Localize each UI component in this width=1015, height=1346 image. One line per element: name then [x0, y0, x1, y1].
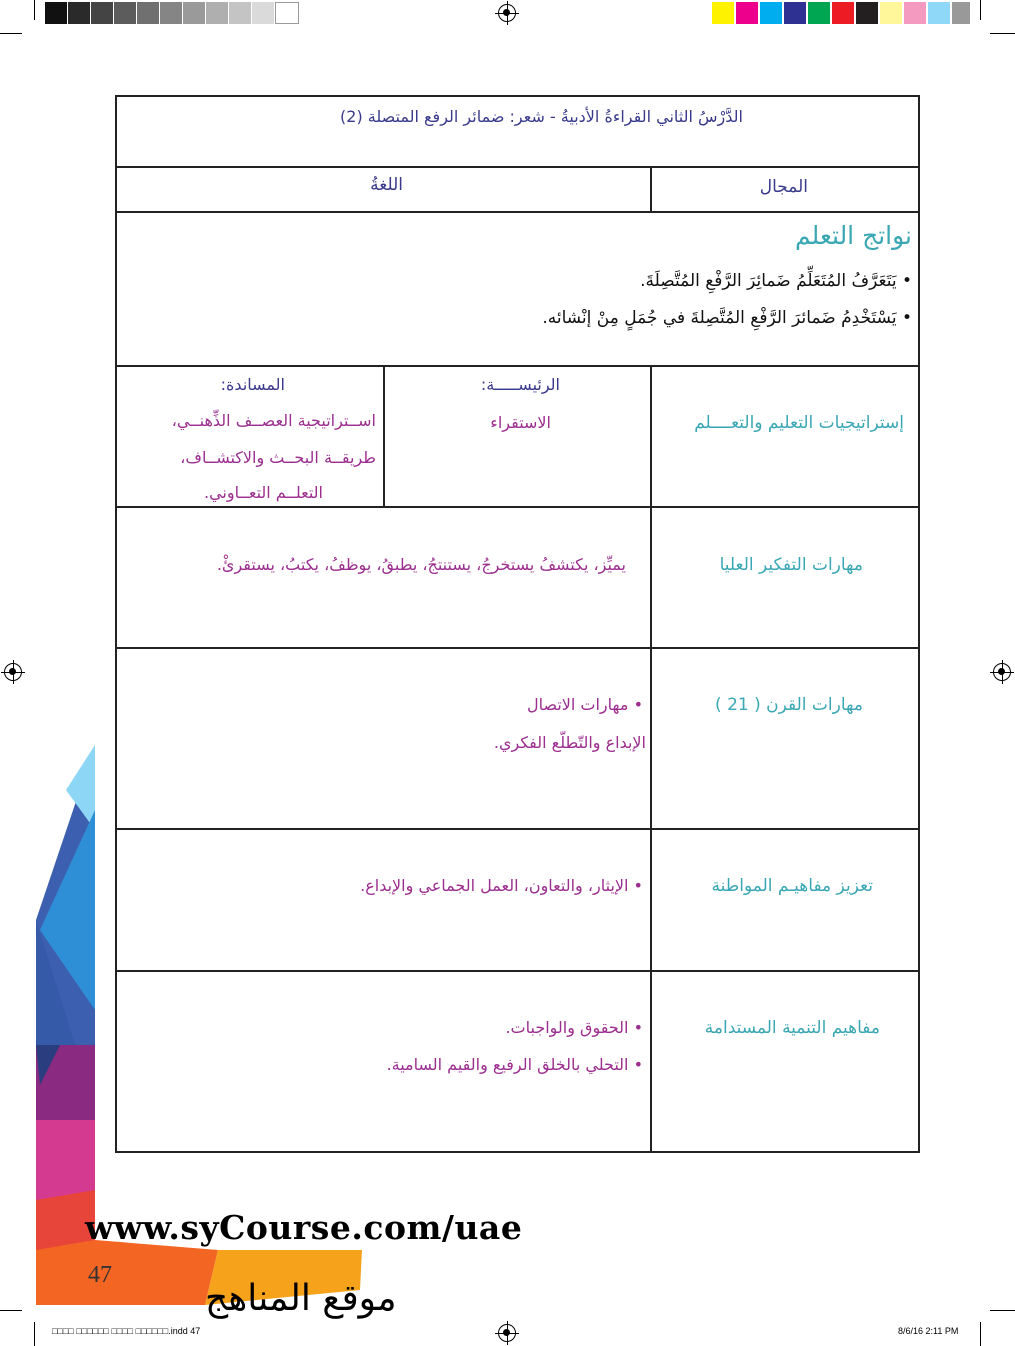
outcomes-heading: نواتج التعلم [795, 221, 912, 250]
strategies-support-title: المساندة: [220, 375, 285, 394]
strategies-support-line-3: التعلــم التعــاوني. [204, 483, 323, 502]
file-slug: □□□□ □□□□□□ □□□□ □□□□□□.indd 47 [52, 1326, 201, 1336]
sustainability-label: مفاهيم التنمية المستدامة [704, 1018, 880, 1038]
citizenship-label: تعزيز مفاهيـم المواطنة [711, 876, 873, 896]
lesson-title: الدَّرْسُ الثاني القراءةُ الأدبيةُ - شعر: ضمائر الرفع المتصلة (2) [340, 107, 743, 126]
thinking-skills-label: مهارات التفكير العليا [719, 555, 863, 575]
thinking-skills-value: يميِّز، يكتشفُ يستخرجُ، يستنتجُ، يطبقُ، يوظفُ، يكتبُ، يستقرئْ. [216, 555, 626, 574]
site-name: موقع المناهج [205, 1278, 397, 1319]
strategies-main-title: الرئيســـــة: [480, 375, 560, 394]
crop-mark [980, 0, 981, 20]
lesson-plan-table [115, 95, 920, 1153]
century-skills-item-2: الإبداع والتّطلّع الفكري. [493, 733, 646, 752]
crop-mark [980, 1322, 981, 1346]
page-number: 47 [88, 1262, 112, 1288]
registration-mark-icon [993, 663, 1011, 681]
registration-mark-icon [498, 4, 516, 22]
domain-label: المجال [759, 177, 808, 197]
century-skills-item-1: • مهارات الاتصال [526, 695, 643, 714]
crop-mark [990, 1310, 1015, 1311]
strategies-main-value: الاستقراء [490, 413, 551, 432]
strategies-support-line-2: طريقــة البحــث والاكتشــاف، [180, 448, 376, 467]
strategies-label: إستراتيجيات التعليم والتعــــلم [694, 413, 904, 433]
domain-value: اللغةُ [370, 175, 403, 195]
sustainability-item-1: • الحقوق والواجبات. [505, 1018, 643, 1037]
century-skills-label: مهارات القرن ( 21 ) [715, 695, 863, 715]
citizenship-item-1: • الإيثار، والتعاون، العمل الجماعي والإبداع. [360, 876, 643, 895]
sustainability-item-2: • التحلي بالخلق الرفيع والقيم السامية. [386, 1055, 643, 1074]
outcome-item-1: • يَتَعَرَّفُ المُتَعَلِّمُ ضَمائِرَ الرَّفْعِ المُتَّصِلَةَ. [640, 271, 912, 291]
outcome-item-2: • يَسْتَخْدِمُ ضَمائرَ الرَّفْعِ المُتَّصِلةَ في جُمَلٍ مِنْ إنْشائه. [542, 308, 912, 328]
strategies-support-line-1: اســتراتيجية العصــف الذِّهنــي، [171, 411, 376, 430]
site-url[interactable]: www.syCourse.com/uae [85, 1208, 523, 1247]
registration-mark-icon [498, 1324, 516, 1342]
print-date: 8/6/16 2:11 PM [898, 1326, 959, 1336]
crop-mark [990, 33, 1015, 34]
